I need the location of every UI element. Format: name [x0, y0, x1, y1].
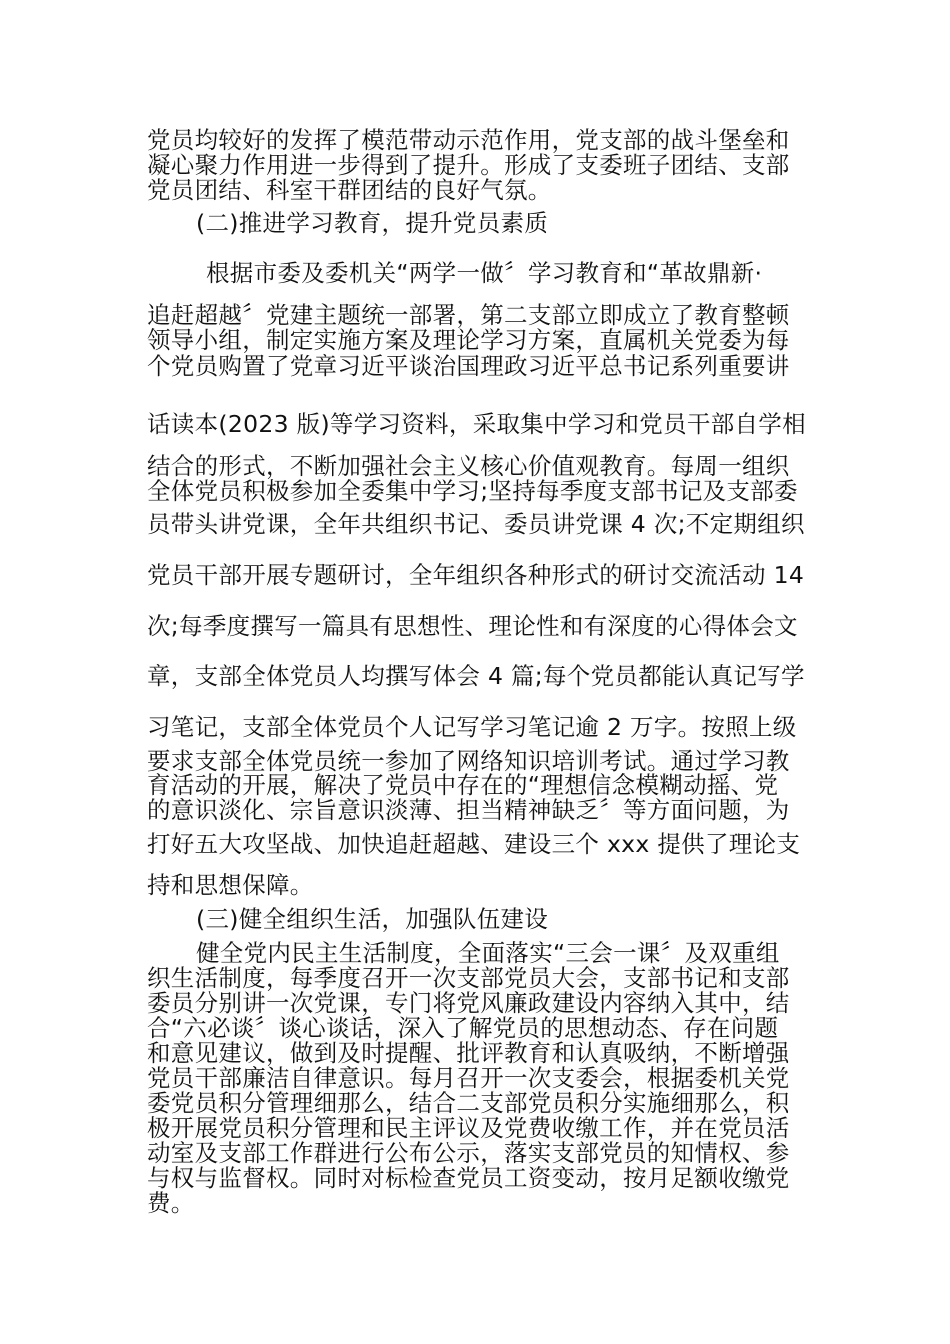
text-line: 极开展党员积分管理和民主评议及党费收缴工作，并在党员活 [147, 1114, 790, 1142]
text-line: 与权与监督权。同时对标检查党员工资变动，按月足额收缴党 [147, 1164, 790, 1192]
text-line: 个党员购置了党章习近平谈治国理政习近平总书记系列重要讲 [147, 352, 790, 380]
text-line: 和意见建议，做到及时提醒、批评教育和认真吸纳，不断增强 [147, 1039, 790, 1067]
text-line: 追赶超越〞党建主题统一部署，第二支部立即成立了教育整顿 [147, 301, 790, 329]
text-line: 委党员积分管理细那么，结合二支部党员积分实施细那么，积 [147, 1089, 790, 1117]
section-heading: (三)健全组织生活，加强队伍建设 [196, 905, 549, 933]
text-line: 党员团结、科室干群团结的良好气氛。 [147, 176, 552, 204]
text-line: 根据市委及委机关“两学一做〞学习教育和“革故鼎新· [206, 259, 763, 287]
text-line: 次;每季度撰写一篇具有思想性、理论性和有深度的心得体会文 [147, 612, 798, 640]
section-heading: (二)推进学习教育，提升党员素质 [196, 209, 549, 237]
text-line: 员带头讲党课，全年共组织书记、委员讲党课 4 次;不定期组织 [147, 510, 805, 538]
text-line: 要求支部全体党员统一参加了网络知识培训考试。通过学习教 [147, 747, 790, 775]
text-line: 动室及支部工作群进行公布公示，落实支部党员的知情权、参 [147, 1139, 790, 1167]
text-line: 党员干部开展专题研讨，全年组织各种形式的研讨交流活动 14 [147, 561, 805, 589]
text-line: 费。 [147, 1189, 195, 1217]
text-line: 打好五大攻坚战、加快追赶超越、建设三个 xxx 提供了理论支 [147, 830, 801, 858]
text-line: 习笔记，支部全体党员个人记写学习笔记逾 2 万字。按照上级 [147, 713, 797, 741]
text-line: 全体党员积极参加全委集中学习;坚持每季度支部书记及支部委 [147, 477, 798, 505]
text-line: 领导小组，制定实施方案及理论学习方案，直属机关党委为每 [147, 326, 790, 354]
text-line: 织生活制度，每季度召开一次支部党员大会，支部书记和支部 [147, 964, 790, 992]
text-line: 凝心聚力作用进一步得到了提升。形成了支委班子团结、支部 [147, 151, 790, 179]
text-line: 的意识淡化、宗旨意识淡薄、担当精神缺乏〞等方面问题，为 [147, 796, 790, 824]
text-line: 持和思想保障。 [147, 871, 314, 899]
text-line: 党员干部廉洁自律意识。每月召开一次支委会，根据委机关党 [147, 1064, 790, 1092]
text-line: 话读本(2023 版)等学习资料，采取集中学习和党员干部自学相 [147, 410, 806, 438]
text-line: 党员均较好的发挥了模范带动示范作用，党支部的战斗堡垒和 [147, 126, 790, 154]
text-line: 育活动的开展，解决了党员中存在的“理想信念模糊动摇、党 [147, 771, 779, 799]
text-line: 章，支部全体党员人均撰写体会 4 篇;每个党员都能认真记写学 [147, 662, 805, 690]
text-line: 健全党内民主生活制度，全面落实“三会一课〞及双重组 [196, 939, 780, 967]
text-line: 委员分别讲一次党课，专门将党风廉政建设内容纳入其中，结 [147, 989, 790, 1017]
text-line: 合“六必谈〞谈心谈话，深入了解党员的思想动态、存在问题 [147, 1014, 779, 1042]
text-line: 结合的形式，不断加强社会主义核心价值观教育。每周一组织 [147, 452, 790, 480]
